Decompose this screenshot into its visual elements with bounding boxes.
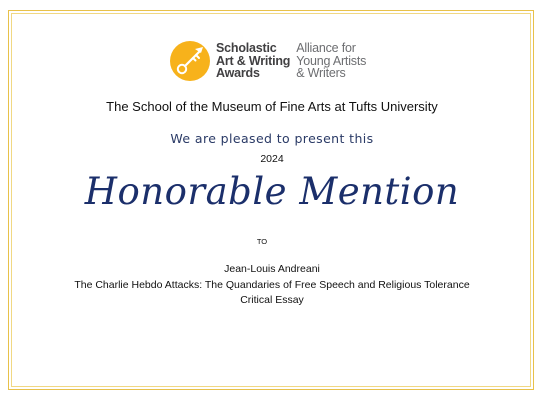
logo-alt-line-2: Young Artists: [296, 53, 367, 68]
work-title: The Charlie Hebdo Attacks: The Quandaries of Free Speech and Religious Tolerance: [74, 279, 470, 291]
logo-alt-line-3: & Writers: [296, 66, 346, 81]
work-category: Critical Essay: [240, 294, 304, 306]
to-label: TO: [256, 237, 268, 246]
logo-wordmark-alliance: [296, 42, 366, 80]
logo-wordmark-main: [216, 42, 290, 80]
presentation-line: We are pleased to present this: [170, 131, 374, 146]
logo-main-line-3: Awards: [216, 66, 260, 81]
logo-main-line-2: Art & Writing: [216, 53, 291, 68]
award-year: 2024: [260, 153, 284, 165]
recipient-name: Jean-Louis Andreani: [224, 263, 320, 275]
scholastic-key-logo-icon: [169, 40, 211, 82]
school-name: The School of the Museum of Fine Arts at Tufts University: [106, 99, 438, 114]
awards-logo: [169, 37, 366, 85]
award-title: Honorable Mention: [84, 170, 460, 213]
logo-main-line-1: Scholastic: [216, 41, 277, 56]
logo-alt-line-1: Alliance for: [296, 41, 356, 56]
